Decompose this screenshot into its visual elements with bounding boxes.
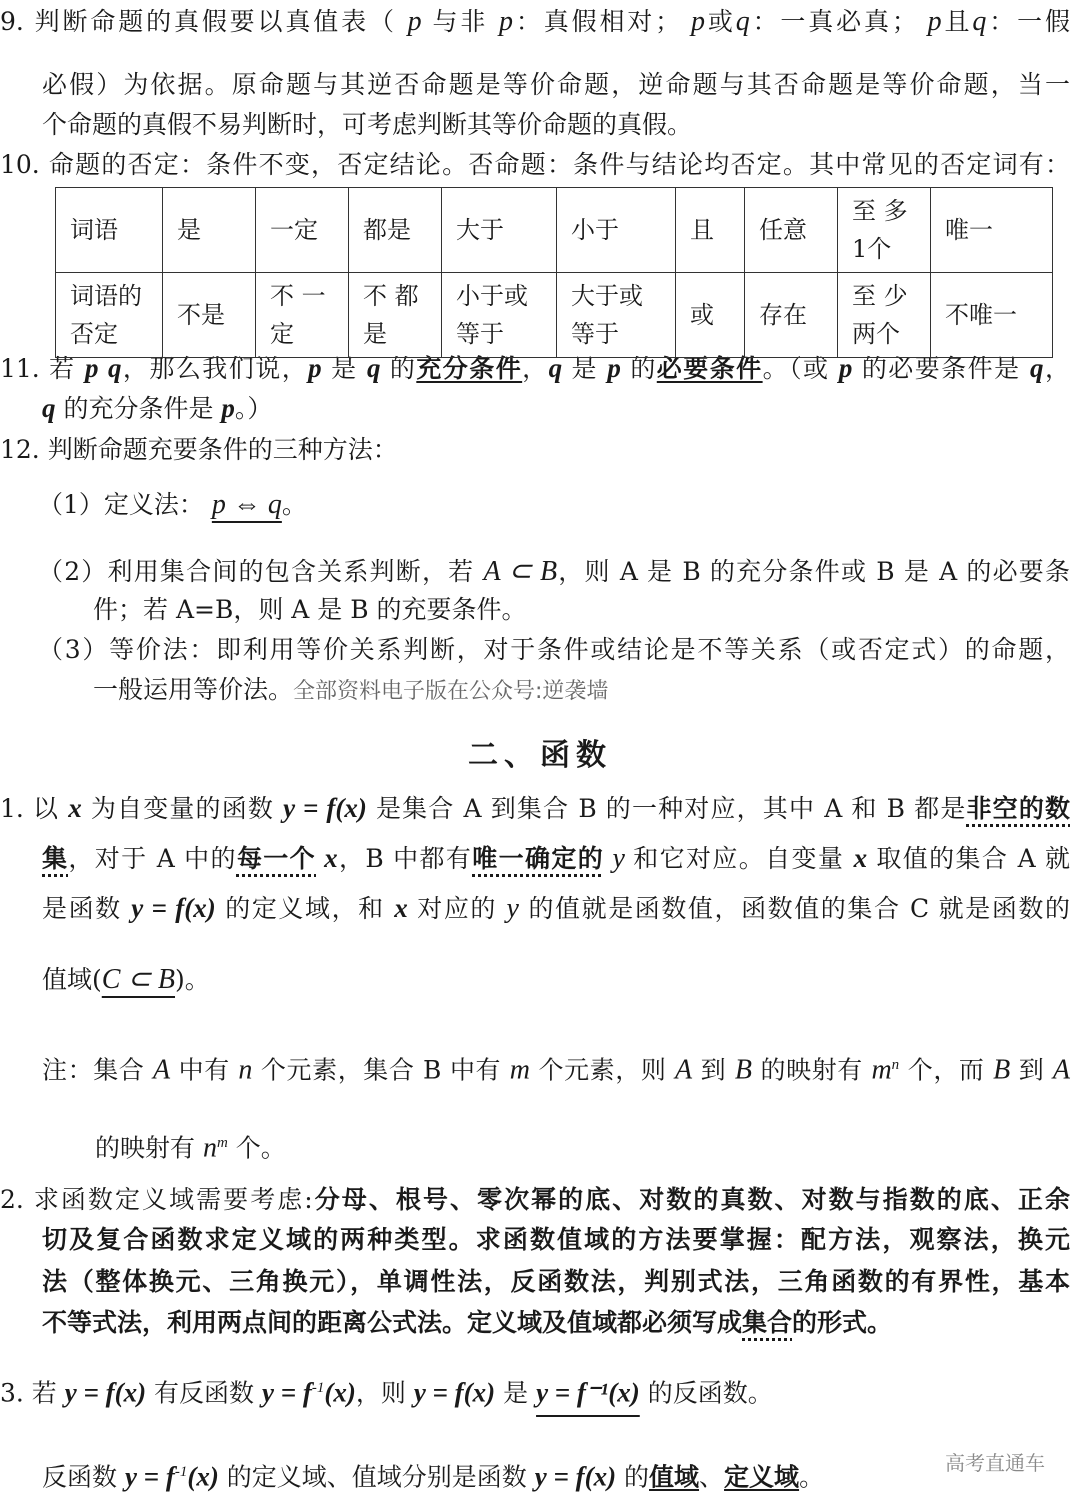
table-cell: 都是 [349,188,442,273]
text-segment: ：一假 [986,7,1070,36]
text-segment: 的充分条件是 [55,394,222,423]
text-segment: p [838,353,853,383]
table-cell: 大于 [442,188,557,273]
text-segment: 充分条件 [416,354,523,383]
text-segment: 10. 命题的否定：条件不变，否定结论。否命题：条件与结论均否定。其中常见的否定词有： [0,150,1070,179]
text-segment: 是集合 A 到集合 B 的一种对应，其中 A 和 B 都是 [366,794,967,823]
text-line [42,391,272,425]
table-cell: 词语的否定 [56,273,163,358]
text-segment: ， [522,354,549,383]
text-segment: 为自变量的函数 [81,794,284,823]
text-segment: q [366,353,381,383]
text-line [42,1265,1070,1299]
text-segment: x [853,843,868,873]
text-segment: y = f(x) [534,1461,617,1492]
text-segment: q [42,393,56,423]
text-segment: 11. 若 [0,354,86,383]
table-cell: 唯一 [931,188,1053,273]
text-segment: p [308,353,322,383]
text-segment: y = f(x) [413,1377,496,1408]
text-segment: q [1030,353,1044,383]
table-cell: 大于或等于 [557,273,676,358]
text-segment: A [675,1054,693,1086]
table-cell: 小于 [557,188,676,273]
text-segment: 的反函数。 [639,1378,773,1408]
table-cell: 小于或等于 [442,273,557,358]
text-segment: 个命题的真假不易判断时，可考虑判断其等价命题的真假。 [42,110,693,139]
text-segment: p [607,353,621,383]
text-segment: 和它对应。自变量 [633,844,854,873]
text-segment: 个。 [227,1133,286,1163]
text-segment: B [734,1054,752,1086]
section-heading: 二、函数 [468,738,612,773]
text-line [0,1183,1070,1217]
table-cell: 或 [676,273,745,358]
text-segment: 到 [1010,1055,1053,1085]
text-segment: 是函数 [42,894,132,923]
negation-words-table [55,187,1053,358]
text-segment: )。 [175,965,210,994]
text-segment: -1 [174,1464,188,1480]
text-segment: ，那么我们说， [121,354,309,383]
text-line [42,1455,825,1492]
text-segment: y = f(x) [64,1377,147,1408]
text-segment: 每一个 [236,844,317,873]
text-segment: (x) [324,1377,356,1408]
text-segment: 2. 求函数定义域需要考虑: [0,1185,313,1214]
table-row [56,188,1053,273]
text-line [93,673,608,707]
text-segment: x [394,893,408,923]
text-segment: 件；若 A=B，则 A 是 B 的充要条件。 [93,595,527,624]
text-segment: A [152,1054,171,1086]
text-segment: 对应的 [407,894,507,923]
text-segment: p [927,6,942,37]
text-segment: ：一真必真； [749,7,928,36]
text-segment: 是 [495,1378,537,1408]
text-segment: 值域 [649,1462,700,1492]
text-segment: C ⊂ B [101,964,176,995]
text-segment: 值域( [42,965,102,994]
text-segment: A ⊂ B [483,556,558,587]
text-line [38,488,307,522]
text-segment: m [509,1054,530,1086]
text-segment: y = f [262,1377,312,1408]
text-segment: （2）利用集合间的包含关系判断，若 [38,557,484,586]
text-line [0,148,1070,182]
text-segment: ，对于 A 中的 [68,844,237,873]
text-segment: 不等式法，利用两点间的距离公式法。定义域及值域都必须写成 [42,1308,743,1337]
text-line [0,791,1070,825]
text-segment: 个，而 [899,1055,994,1085]
table-cell: 不唯一 [931,273,1053,358]
table-cell: 至 少 两个 [838,273,931,358]
text-segment: q [548,353,563,383]
text-segment: 切及复合函数求定义域的两种类型。求函数值域的方法要掌握：配方法，观察法，换元 [42,1225,1070,1254]
text-segment [99,354,108,383]
text-segment: 的必要条件是 [852,354,1030,383]
text-line [42,1223,1070,1257]
text-segment: m [871,1054,892,1086]
table-cell: 存在 [745,273,838,358]
text-segment: 全部资料电子版在公众号:逆袭墙 [293,679,609,704]
text-segment: n [238,1054,253,1086]
text-segment: n [202,1132,217,1164]
text-segment: q [107,353,122,383]
text-segment: 是 [321,354,367,383]
table-cell: 不是 [163,273,256,358]
table-cell: 是 [163,188,256,273]
text-segment: 个元素，则 [529,1055,676,1085]
text-line [42,1306,892,1340]
text-segment: 到 [692,1055,735,1085]
text-segment: （1）定义法： [38,490,212,519]
text-segment: p [499,6,513,37]
text-segment: p [221,393,235,423]
text-segment: 的定义域、值域分别是函数 [218,1462,535,1492]
text-segment: x [316,843,338,873]
text-segment: ：真假相对； [513,7,691,36]
table-cell: 任意 [745,188,838,273]
text-segment: ，B 中都有 [337,844,473,873]
text-segment: 1. 以 [0,794,69,823]
text-segment: 必要条件 [656,354,763,383]
table-cell: 一定 [256,188,349,273]
text-segment: 个元素，集合 B 中有 [252,1055,510,1085]
text-segment: p ⇔ q [211,489,282,520]
table-row [56,273,1053,358]
text-segment: 的值就是函数值，函数值的集合 C 就是函数的 [518,894,1070,923]
text-segment: y = f⁻¹(x) [536,1377,640,1408]
text-segment: y [604,843,634,874]
text-segment: y = f(x) [131,893,216,923]
text-segment: 定义域 [724,1462,800,1492]
text-segment: 注：集合 [42,1055,153,1085]
text-segment: ，则 [355,1378,414,1408]
text-line [42,1048,1070,1086]
text-line [42,963,210,997]
table-cell: 不 都 是 [349,273,442,358]
text-segment: 的映射有 [95,1133,203,1163]
text-segment: 集 [42,844,69,873]
text-segment: 中有 [170,1055,239,1085]
table-cell: 且 [676,188,745,273]
text-segment: 与非 [421,7,499,36]
text-segment: 。 [799,1462,825,1492]
text-segment: 。 [281,490,307,519]
text-segment: 反函数 [42,1462,125,1492]
text-line [42,108,692,142]
text-segment: 法（整体换元、三角换元），单调性法，反函数法，判别式法，三角函数的有界性，基本 [42,1267,1070,1296]
text-segment: 一般运用等价法。 [93,675,294,704]
text-segment: n [891,1057,900,1073]
text-line [42,841,1070,875]
text-segment: 且 [941,7,973,36]
text-segment: m [216,1135,228,1151]
text-segment: 集合 [742,1308,793,1337]
table-cell: 词语 [56,188,163,273]
text-segment: 的定义域，和 [215,894,395,923]
text-segment: 的映射有 [751,1055,872,1085]
text-segment: ，则 A 是 B 的充分条件或 B 是 A 的必要条 [557,557,1070,586]
text-segment: 有反函数 [146,1378,262,1408]
text-segment: B [993,1054,1011,1086]
text-segment: 的 [616,1462,650,1492]
text-segment: y = f [124,1461,175,1492]
text-segment: （3）等价法：即利用等价关系判断，对于条件或结论是不等关系（或否定式）的命题， [38,635,1070,664]
text-segment: q [972,6,987,37]
text-segment: y [506,893,519,924]
text-segment: (x) [187,1461,219,1492]
text-segment: 取值的集合 A 就 [867,844,1070,873]
text-segment: 是 [562,354,608,383]
text-segment: 非空的数 [966,794,1071,823]
text-line [38,633,1070,667]
text-segment: 分母、根号、零次幂的底、对数的真数、对数与指数的底、正余 [312,1185,1070,1214]
text-line [0,433,398,467]
text-segment: 3. 若 [0,1378,65,1408]
text-segment: p [690,6,705,37]
text-segment: 或 [704,7,736,36]
text-segment: 。（或 [762,354,839,383]
text-line [93,593,527,627]
text-segment: 唯一确定的 [472,844,605,873]
text-segment: 、 [699,1462,725,1492]
table-cell: 不 一 定 [256,273,349,358]
text-segment: q [735,6,750,37]
text-line [95,1126,286,1164]
text-segment: 的 [620,354,657,383]
text-segment: x [68,793,82,823]
table-cell: 至 多 1个 [838,188,931,273]
text-segment: -1 [311,1380,325,1396]
text-line [0,5,1070,39]
text-segment: 9. 判断命题的真假要以真值表（ [0,7,408,36]
watermark: 高考直通车 [945,1451,1045,1475]
text-segment: p [407,6,422,37]
text-segment: 。） [234,394,273,423]
text-segment: 12. 判断命题充要条件的三种方法： [0,435,398,464]
text-segment: p [85,353,99,383]
text-segment: y = f(x) [283,793,367,823]
text-segment: 的形式。 [792,1308,893,1337]
text-line [0,1371,773,1408]
text-line [42,891,1070,925]
text-segment: A [1052,1054,1070,1086]
text-segment: ， [1043,354,1070,383]
text-segment: 的 [380,354,417,383]
text-line [38,555,1070,589]
text-line [42,68,1070,102]
text-segment: 必假）为依据。原命题与其逆否命题是等价命题，逆命题与其否命题是等价命题，当一 [42,70,1070,99]
